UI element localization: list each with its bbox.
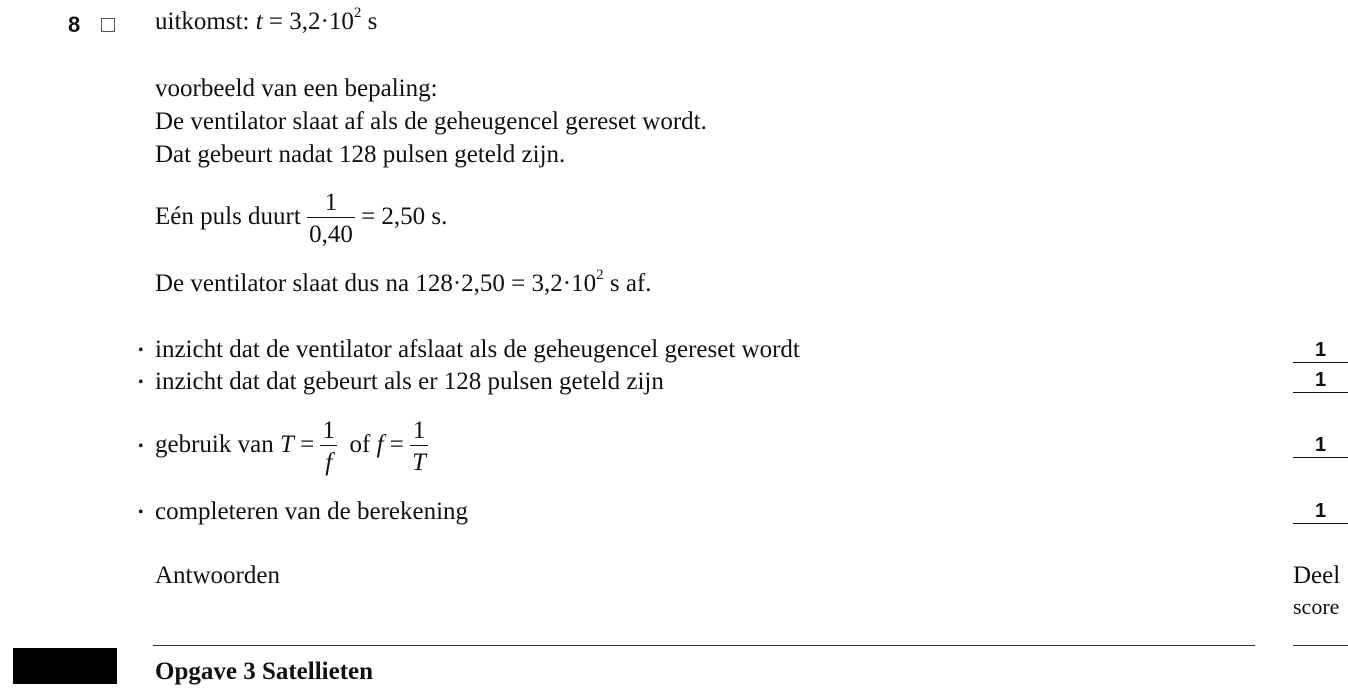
score-divider (1293, 645, 1348, 646)
example-line-2: Dat gebeurt nadat 128 pulsen geteld zijn. (155, 141, 566, 168)
fraction-one-over-t (410, 418, 428, 475)
score-1-value: 1 (1314, 339, 1327, 361)
fraction-one-over-f (320, 418, 337, 475)
score-3-value: 1 (1314, 434, 1327, 456)
final-exponent: 2 (596, 267, 604, 283)
score-4 (1293, 500, 1348, 524)
example-line-1: De ventilator slaat af als de geheugencel gereset wordt. (155, 108, 707, 135)
period-variable: T (279, 431, 294, 459)
final-suffix: s af. (609, 270, 652, 297)
pulse-line (155, 190, 447, 247)
score-4-value: 1 (1314, 500, 1327, 522)
score-2-value: 1 (1314, 369, 1327, 391)
score-column-label: score (1293, 594, 1340, 619)
section-marker-block (13, 648, 117, 684)
example-heading: voorbeeld van een bepaling: (155, 75, 438, 102)
question-checkbox[interactable] (101, 18, 115, 32)
criterion-3-or: of (349, 431, 371, 459)
section-divider (153, 645, 1255, 646)
question-number: 8 (68, 12, 81, 37)
fraction-1-denominator-var: f (325, 449, 333, 476)
score-1 (1293, 339, 1348, 363)
outcome-exponent: 2 (353, 5, 362, 21)
answers-column-label: Antwoorden (155, 562, 280, 589)
fraction-1-denominator (320, 446, 337, 475)
pulse-numerator: 1 (307, 190, 355, 218)
deel-label: Deel (1293, 562, 1341, 589)
score-2 (1293, 369, 1348, 393)
section-title: Opgave 3 Satellieten (155, 658, 374, 685)
pulse-prefix: Eén puls duurt (155, 203, 301, 231)
pulse-fraction (307, 190, 355, 247)
criterion-1: inzicht dat de ventilator afslaat als de geheugencel gereset wordt (155, 336, 800, 363)
criterion-2: inzicht dat dat gebeurt als er 128 pulsen geteld zijn (155, 368, 664, 395)
outcome-label: uitkomst: (155, 8, 250, 35)
equals-sign-1: = (300, 431, 315, 459)
score-3 (1293, 434, 1348, 458)
bullet-4: • (138, 504, 144, 521)
outcome-line (155, 5, 378, 36)
frequency-variable: f (376, 431, 384, 459)
outcome-variable: t (255, 8, 263, 35)
fraction-2-numerator: 1 (410, 418, 428, 446)
criterion-4: completeren van de berekening (155, 498, 469, 525)
equals-sign-2: = (389, 431, 404, 459)
fraction-2-denominator-var: T (412, 449, 427, 476)
final-line (155, 267, 652, 298)
bullet-1: • (138, 342, 144, 359)
bullet-3: • (138, 438, 144, 455)
pulse-result: = 2,50 s. (361, 203, 448, 231)
outcome-value: = 3,2·10 (268, 8, 354, 35)
criterion-3 (155, 418, 428, 475)
criterion-3-prefix: gebruik van (155, 431, 274, 459)
pulse-denominator: 0,40 (309, 221, 353, 248)
bullet-2: • (138, 374, 144, 391)
final-text: De ventilator slaat dus na 128·2,50 = 3,2·10 (155, 270, 597, 297)
fraction-2-denominator (410, 446, 428, 475)
fraction-1-numerator: 1 (322, 417, 335, 444)
outcome-unit: s (367, 8, 378, 35)
